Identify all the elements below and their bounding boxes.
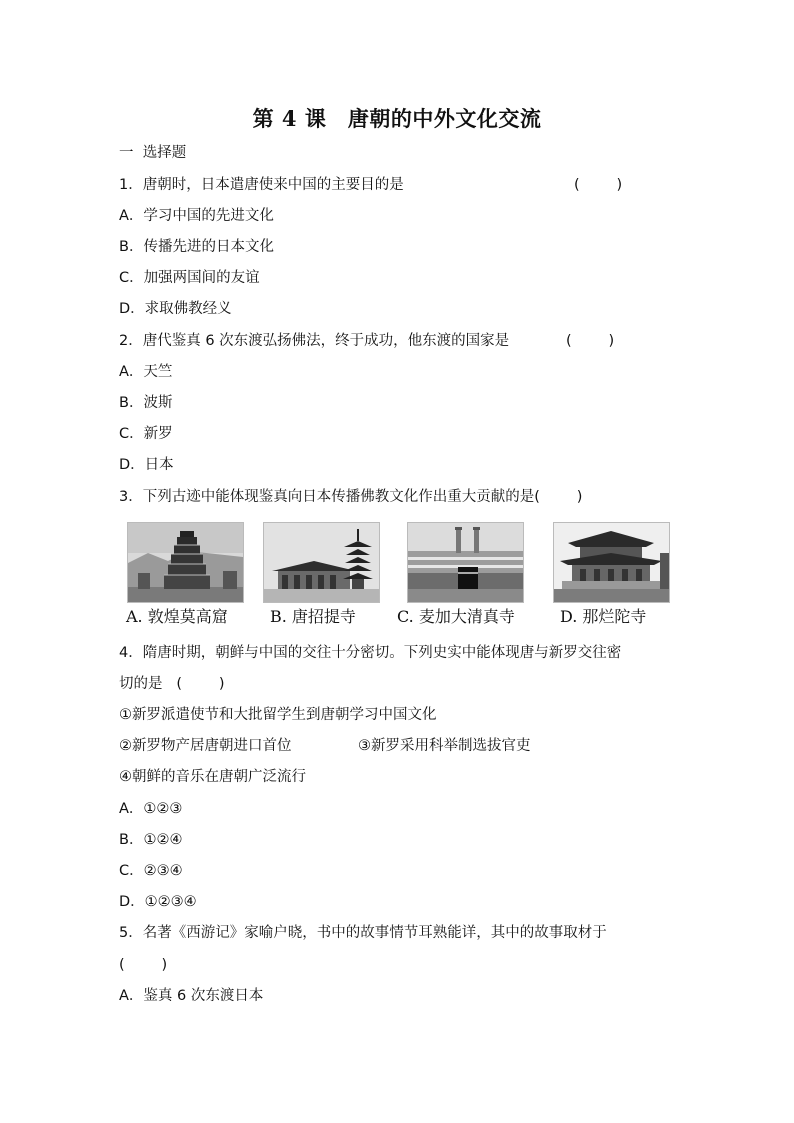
q1-option-c: C．加强两国间的友谊 — [119, 270, 260, 286]
q4-item-2: ②新罗物产居唐朝进口首位 — [119, 738, 292, 754]
q5-option-a: A．鉴真 6 次东渡日本 — [119, 988, 264, 1004]
q1-stem: 1．唐朝时，日本遣唐使来中国的主要目的是 — [119, 177, 404, 193]
mogao-caves-photo — [127, 522, 244, 603]
q2-stem: 2．唐代鉴真 6 次东渡弘扬佛法，终于成功，他东渡的国家是 — [119, 333, 510, 349]
section-heading: 一 选择题 — [119, 145, 187, 161]
q3-stem: 3．下列古迹中能体现鉴真向日本传播佛教文化作出重大贡献的是( ) — [119, 489, 583, 505]
toshodaiji-temple-photo — [263, 522, 380, 603]
page-title: 第 4 课 唐朝的中外文化交流 — [252, 106, 542, 131]
q5-stem: 5．名著《西游记》家喻户晓，书中的故事情节耳熟能详，其中的故事取材于 — [119, 925, 607, 941]
q2-answer-blank: ( ) — [566, 333, 615, 349]
q3-caption-c: C. 麦加大清真寺 — [397, 607, 515, 626]
q1-option-b: B．传播先进的日本文化 — [119, 239, 274, 255]
q4-item-1: ①新罗派遣使节和大批留学生到唐朝学习中国文化 — [119, 707, 437, 723]
q2-option-c: C．新罗 — [119, 426, 173, 442]
q3-caption-a: A. 敦煌莫高窟 — [126, 607, 228, 626]
q4-stem-line1: 4．隋唐时期，朝鲜与中国的交往十分密切。下列史实中能体现唐与新罗交往密 — [119, 645, 622, 661]
q3-caption-d: D. 那烂陀寺 — [560, 607, 647, 626]
q2-option-b: B．波斯 — [119, 395, 173, 411]
q2-option-a: A．天竺 — [119, 364, 173, 380]
q4-option-d: D．①②③④ — [119, 894, 197, 910]
q1-option-d: D．求取佛教经义 — [119, 301, 232, 317]
q3-caption-b: B. 唐招提寺 — [270, 607, 356, 626]
q1-answer-blank: ( ) — [574, 177, 623, 193]
q4-item-3: ③新罗采用科举制选拔官吏 — [358, 738, 531, 754]
q1-option-a: A．学习中国的先进文化 — [119, 208, 274, 224]
q4-item-4: ④朝鲜的音乐在唐朝广泛流行 — [119, 769, 306, 785]
q4-option-c: C．②③④ — [119, 863, 183, 879]
q2-option-d: D．日本 — [119, 457, 174, 473]
mecca-mosque-photo — [407, 522, 524, 603]
q4-option-a: A．①②③ — [119, 801, 183, 817]
q4-stem-line2: 切的是 ( ) — [119, 676, 225, 692]
q4-option-b: B．①②④ — [119, 832, 183, 848]
nalanda-temple-photo — [553, 522, 670, 603]
q5-answer-blank: ( ) — [119, 957, 168, 973]
